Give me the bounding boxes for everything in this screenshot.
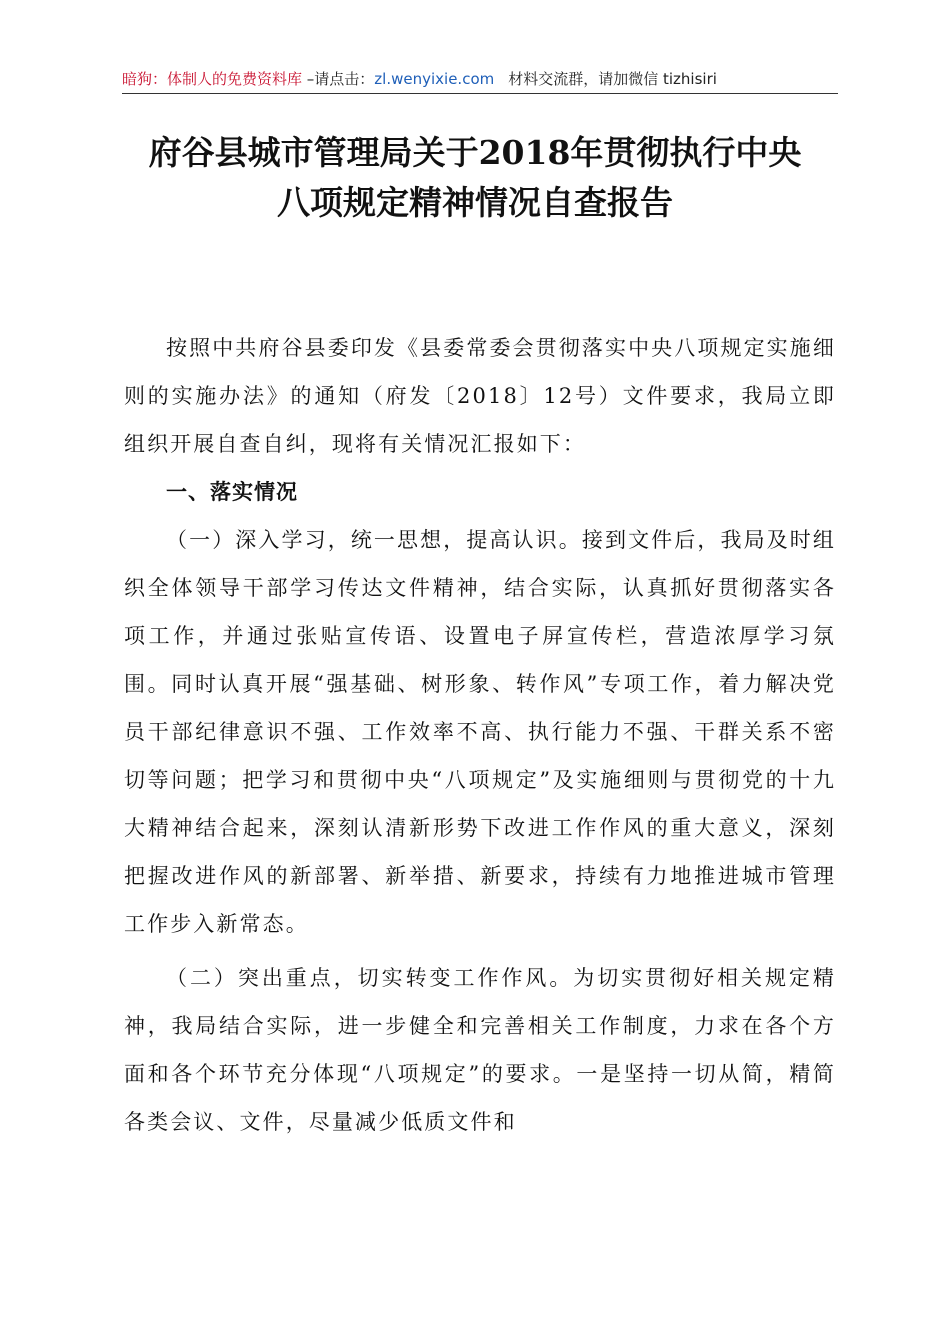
title-line-1: 府谷县城市管理局关于2018年贯彻执行中央: [148, 133, 802, 172]
click-prompt-text: –请点击：: [302, 70, 375, 88]
section1-paragraph-2: （二）突出重点，切实转变工作作风。为切实贯彻好相关规定精神，我局结合实际，进一步健全和完善相关工作制度，力求在各个方面和各个环节充分体现“八项规定”的要求。一是坚持一切从简，精简各类会议、文件，尽量减少低质文件和: [124, 966, 836, 1134]
title-line-2: 八项规定精神情况自查报告: [277, 183, 673, 222]
document-title: [100, 128, 850, 228]
header-divider: [122, 93, 838, 94]
section-heading-implementation: 一、落实情况: [166, 480, 298, 504]
document-body: [124, 324, 836, 1146]
site-header: [122, 66, 838, 92]
intro-paragraph: 按照中共府谷县委印发《县委常委会贯彻落实中央八项规定实施细则的实施办法》的通知（府发〔2018〕12号）文件要求，我局立即组织开展自查自纠，现将有关情况汇报如下：: [124, 336, 836, 456]
site-url-link[interactable]: zl.wenyixie.com: [374, 70, 495, 88]
site-brand-text: 暗狗：体制人的免费资料库: [122, 70, 303, 88]
contact-wechat-text: 材料交流群，请加微信 tizhisiri: [508, 70, 717, 88]
section1-paragraph-1: （一）深入学习，统一思想，提高认识。接到文件后，我局及时组织全体领导干部学习传达文件精神，结合实际，认真抓好贯彻落实各项工作，并通过张贴宣传语、设置电子屏宣传栏，营造浓厚学习氛围。同时认真开展“强基础、树形象、转作风”专项工作，着力解决党员干部纪律意识不强、工作效率不高、执行能力不强、干群关系不密切等问题；把学习和贯彻中央“八项规定”及实施细则与贯彻党的十九大精神结合起来，深刻认清新形势下改进工作作风的重大意义，深刻把握改进作风的新部署、新举措、新要求，持续有力地推进城市管理工作步入新常态。: [124, 528, 836, 936]
